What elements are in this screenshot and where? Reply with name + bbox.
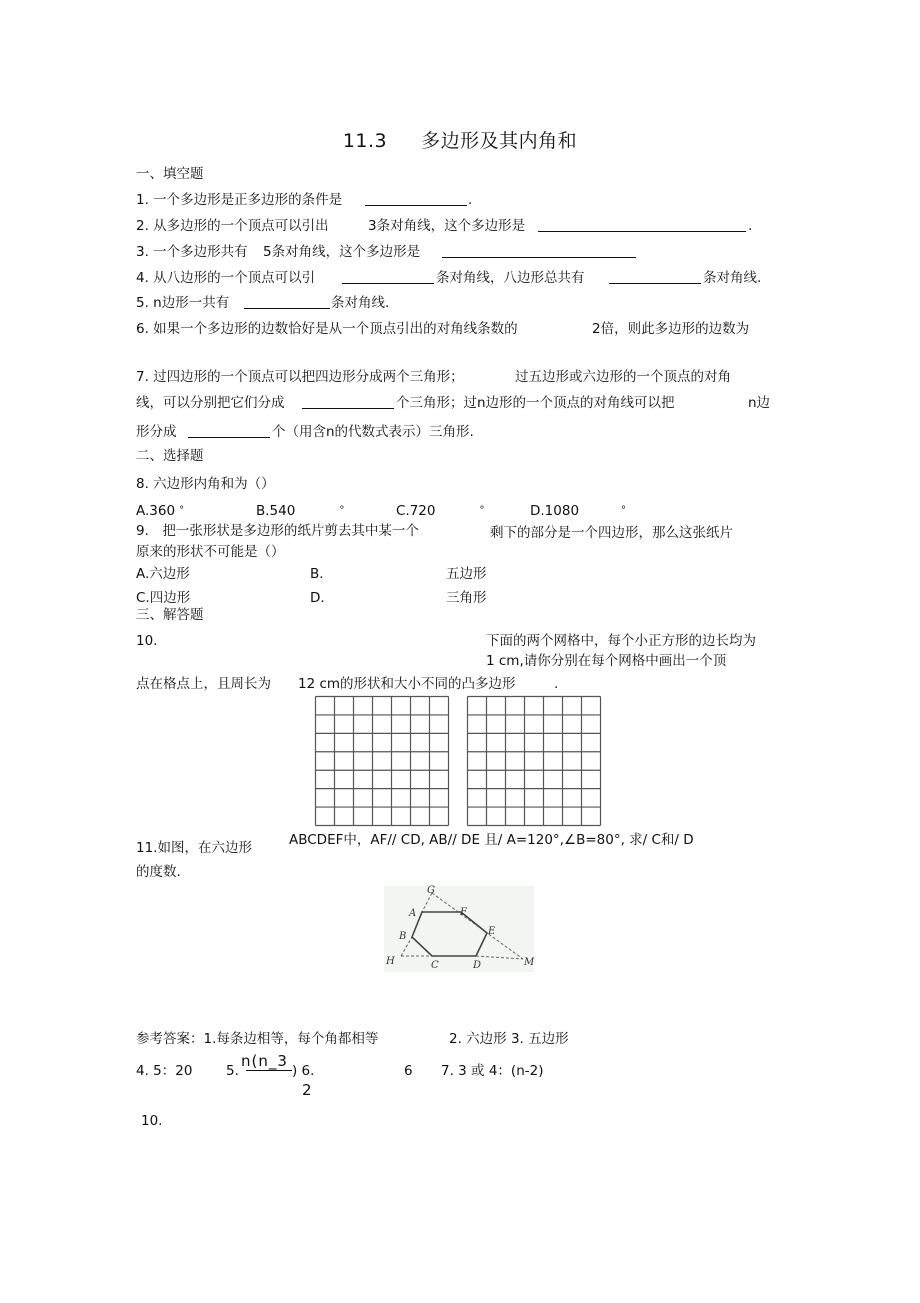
answers-fraction-bar [246,1070,292,1071]
answers-line1-a: 参考答案：1.每条边相等，每个角都相等 [136,1031,379,1047]
q11-text-b: ABCDEF中，AF// CD, AB// DE 且∕ A=120°,∠B=80°, 求∕ C和∕ D [289,832,694,848]
q2-text-a: 2. 从多边形的一个顶点可以引出 [136,218,329,234]
grid-left[interactable] [315,696,449,826]
q7-line1-a: 7. 过四边形的一个顶点可以把四边形分成两个三角形； [136,369,464,385]
q10-text-c: 点在格点上，且周长为 [136,676,271,692]
q2-text-b: 3条对角线，这个多边形是 [368,218,526,234]
answers-line2-c: ) 6. [292,1063,315,1079]
q7-line3-b: 个（用含n的代数式表示）三角形. [272,424,474,440]
q4-text-c: 条对角线. [703,270,762,286]
q9-option-c[interactable]: C.四边形 [136,590,191,606]
answers-fraction-denominator: 2 [302,1081,312,1099]
q6-text-b: 2倍，则此多边形的边数为 [592,321,750,337]
q1-blank[interactable] [365,192,467,206]
q4-text-a: 4. 从八边形的一个顶点可以引 [136,270,316,286]
label-b: B [399,931,407,942]
section-answer-heading: 三、解答题 [136,607,204,623]
q7-line1-b: 过五边形或六边形的一个顶点的对角 [515,369,731,385]
section-fill-heading: 一、填空题 [136,166,204,182]
q8-option-a[interactable]: A.360 ° [136,503,185,519]
answers-line2-a: 4. 5：20 [136,1063,193,1079]
q4-blank-2[interactable] [609,270,701,284]
q5-blank[interactable] [244,295,330,309]
q6-text-a: 6. 如果一个多边形的边数恰好是从一个顶点引出的对角线条数的 [136,321,518,337]
answers-fraction-numerator: n(n_3 [241,1052,288,1070]
label-c: C [431,960,439,971]
q9-option-b-value[interactable]: 五边形 [446,566,487,582]
q9-text-c: 原来的形状不可能是（） [136,544,285,560]
q9-option-a[interactable]: A.六边形 [136,566,190,582]
q9-text-b: 剩下的部分是一个四边形，那么这张纸片 [490,525,733,541]
q7-blank-2[interactable] [188,424,270,438]
q9-text-a: 9. 把一张形状是多边形的纸片剪去其中某一个 [136,523,419,539]
q8-stem: 8. 六边形内角和为（） [136,476,275,492]
q10-text-e: . [554,676,559,692]
figure-background [384,886,534,972]
q8-option-d[interactable]: D.1080 ° [530,503,627,519]
q10-text-b: 1 cm,请你分别在每个网格中画出一个顶 [486,653,727,669]
q3-text-b: 5条对角线，这个多边形是 [263,244,421,260]
q1-text: 1. 一个多边形是正多边形的条件是 [136,192,343,208]
q2-end: . [748,218,753,234]
q1-end: . [468,192,473,208]
q8-option-c[interactable]: C.720 ° [396,503,485,519]
q2-blank[interactable] [538,218,746,232]
answers-line1-b: 2. 六边形 3. 五边形 [449,1031,569,1047]
q7-line2-b: 个三角形；过n边形的一个顶点的对角线可以把 [396,395,675,411]
label-h: H [386,956,395,967]
section-choice-heading: 二、选择题 [136,448,204,464]
label-a: A [409,908,417,919]
q5-text-a: 5. n边形一共有 [136,295,230,311]
title-number: 11.3 [342,130,388,152]
q11-text-a: 11.如图，在六边形 [136,840,252,856]
q10-text-d: 12 cm的形状和大小不同的凸多边形 [298,676,516,692]
q7-line3-a: 形分成 [136,424,177,440]
q7-line2-a: 线，可以分别把它们分成 [136,395,285,411]
label-d: D [473,960,482,971]
answers-line2-b: 5. [226,1063,239,1079]
hexagon-figure [384,884,536,974]
q3-blank[interactable] [442,244,636,258]
grid-right[interactable] [467,696,601,826]
q9-option-d-letter[interactable]: D. [310,590,325,606]
q10-number: 10. [136,633,158,649]
q11-text-c: 的度数. [136,864,181,880]
label-e: E [488,926,496,937]
q10-text-a: 下面的两个网格中，每个小正方形的边长均为 [486,633,756,649]
answers-line2-e: 7. 3 或 4：(n-2) [441,1063,544,1079]
q3-text-a: 3. 一个多边形共有 [136,244,248,260]
q7-line2-c: n边 [748,395,771,411]
q9-option-b-letter[interactable]: B. [310,566,324,582]
q5-text-b: 条对角线. [331,295,390,311]
label-g: G [427,885,435,896]
q9-option-d-value[interactable]: 三角形 [446,590,487,606]
q4-blank-1[interactable] [342,270,434,284]
answers-line2-d: 6 [404,1063,413,1079]
q7-blank-1[interactable] [302,395,394,409]
label-m: M [524,957,535,968]
title-text: 多边形及其内角和 [421,130,578,152]
page-title [0,126,920,153]
answers-line3: 10. [141,1113,163,1129]
q8-option-b[interactable]: B.540 ° [256,503,345,519]
q4-text-b: 条对角线，八边形总共有 [436,270,585,286]
label-f: F [460,907,467,918]
